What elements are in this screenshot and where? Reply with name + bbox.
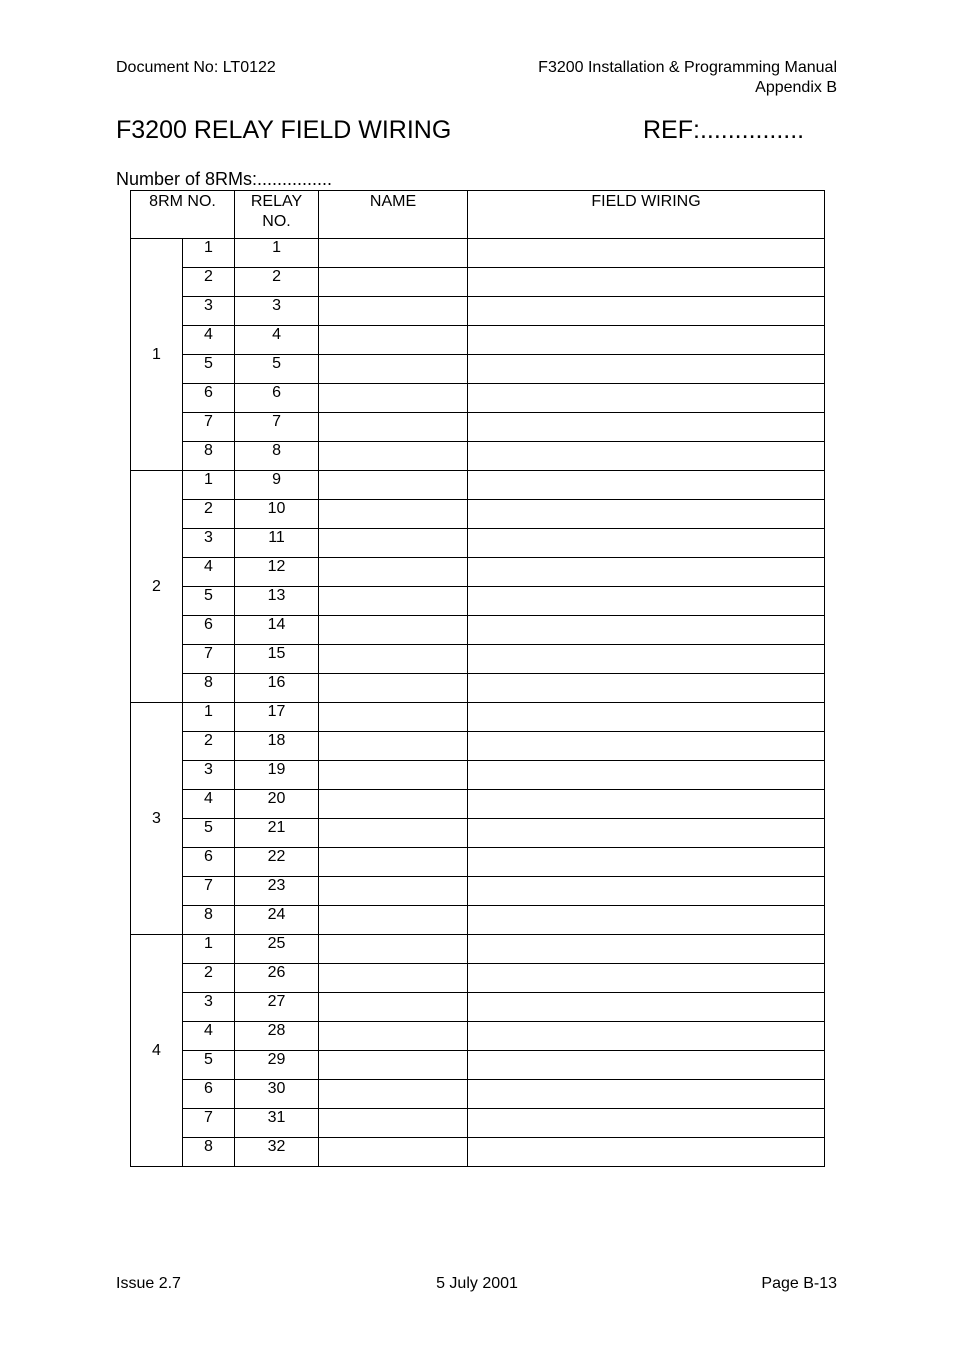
field-wiring-cell[interactable] [468,1138,825,1167]
relay-number-cell: 25 [235,935,319,964]
field-wiring-cell[interactable] [468,297,825,326]
table-row [131,500,825,529]
relay-number-cell: 5 [235,355,319,384]
table-row [131,442,825,471]
table-row [131,1080,825,1109]
relay-number-cell: 3 [235,297,319,326]
name-cell[interactable] [319,703,468,732]
appendix-label: Appendix B [755,79,837,96]
module-relay-index-cell: 6 [183,616,235,645]
header-name: NAME [319,191,468,239]
module-relay-index-cell: 1 [183,471,235,500]
name-cell[interactable] [319,297,468,326]
module-relay-index-cell: 6 [183,1080,235,1109]
name-cell[interactable] [319,500,468,529]
page-number: Page B-13 [761,1275,837,1292]
relay-number-cell: 31 [235,1109,319,1138]
number-of-8rms-field: Number of 8RMs:............... [116,169,333,189]
relay-number-cell: 9 [235,471,319,500]
relay-number-cell: 2 [235,268,319,297]
field-wiring-cell[interactable] [468,471,825,500]
field-wiring-cell[interactable] [468,877,825,906]
module-relay-index-cell: 7 [183,1109,235,1138]
relay-number-cell: 6 [235,384,319,413]
field-wiring-cell[interactable] [468,616,825,645]
relay-number-cell: 11 [235,529,319,558]
name-cell[interactable] [319,645,468,674]
table-row [131,558,825,587]
table-row [131,732,825,761]
table-row [131,529,825,558]
table-row [131,1022,825,1051]
issue-number: Issue 2.7 [116,1275,181,1292]
field-wiring-cell[interactable] [468,703,825,732]
module-relay-index-cell: 3 [183,993,235,1022]
name-cell[interactable] [319,442,468,471]
field-wiring-cell[interactable] [468,906,825,935]
module-relay-index-cell: 4 [183,558,235,587]
module-relay-index-cell: 4 [183,326,235,355]
relay-number-cell: 16 [235,674,319,703]
header-8rm-no: 8RM NO. [131,191,235,239]
relay-number-cell: 8 [235,442,319,471]
relay-number-cell: 22 [235,848,319,877]
module-relay-index-cell: 6 [183,848,235,877]
name-cell[interactable] [319,732,468,761]
table-row [131,1051,825,1080]
module-relay-index-cell: 3 [183,529,235,558]
relay-number-cell: 26 [235,964,319,993]
relay-number-cell: 7 [235,413,319,442]
field-wiring-cell[interactable] [468,529,825,558]
module-relay-index-cell: 1 [183,703,235,732]
relay-number-cell: 21 [235,819,319,848]
relay-number-cell: 32 [235,1138,319,1167]
table-row [131,268,825,297]
table-row [131,413,825,442]
relay-number-cell: 18 [235,732,319,761]
name-cell[interactable] [319,1109,468,1138]
name-cell[interactable] [319,848,468,877]
table-row [131,964,825,993]
relay-number-cell: 17 [235,703,319,732]
name-cell[interactable] [319,384,468,413]
table-row [131,848,825,877]
module-relay-index-cell: 5 [183,819,235,848]
manual-title: F3200 Installation & Programming Manual [538,59,837,76]
table-row [131,616,825,645]
module-relay-index-cell: 8 [183,442,235,471]
module-relay-index-cell: 3 [183,297,235,326]
module-relay-index-cell: 5 [183,355,235,384]
relay-number-cell: 20 [235,790,319,819]
table-row [131,326,825,355]
name-cell[interactable] [319,239,468,268]
name-cell[interactable] [319,1080,468,1109]
field-wiring-cell[interactable] [468,268,825,297]
field-wiring-cell[interactable] [468,761,825,790]
name-cell[interactable] [319,529,468,558]
table-row [131,384,825,413]
name-cell[interactable] [319,1051,468,1080]
relay-number-cell: 24 [235,906,319,935]
relay-number-cell: 29 [235,1051,319,1080]
relay-number-cell: 4 [235,326,319,355]
table-row [131,819,825,848]
relay-number-cell: 23 [235,877,319,906]
table-row [131,935,825,964]
field-wiring-cell[interactable] [468,355,825,384]
field-wiring-cell[interactable] [468,1109,825,1138]
module-number-cell: 2 [131,471,183,703]
field-wiring-cell[interactable] [468,500,825,529]
issue-date: 5 July 2001 [436,1275,518,1292]
field-wiring-cell[interactable] [468,326,825,355]
module-relay-index-cell: 4 [183,790,235,819]
table-row [131,703,825,732]
module-relay-index-cell: 1 [183,239,235,268]
field-wiring-cell[interactable] [468,442,825,471]
name-cell[interactable] [319,355,468,384]
header-relay-no: RELAY NO. [235,191,319,239]
module-relay-index-cell: 2 [183,732,235,761]
relay-number-cell: 15 [235,645,319,674]
field-wiring-cell[interactable] [468,1022,825,1051]
module-relay-index-cell: 6 [183,384,235,413]
relay-number-cell: 28 [235,1022,319,1051]
field-wiring-cell[interactable] [468,993,825,1022]
module-relay-index-cell: 7 [183,877,235,906]
module-relay-index-cell: 4 [183,1022,235,1051]
name-cell[interactable] [319,674,468,703]
module-relay-index-cell: 2 [183,500,235,529]
name-cell[interactable] [319,471,468,500]
module-relay-index-cell: 2 [183,268,235,297]
name-cell[interactable] [319,413,468,442]
field-wiring-cell[interactable] [468,848,825,877]
module-relay-index-cell: 8 [183,1138,235,1167]
module-number-cell: 4 [131,935,183,1167]
field-wiring-cell[interactable] [468,1080,825,1109]
name-cell[interactable] [319,935,468,964]
relay-number-cell: 10 [235,500,319,529]
module-relay-index-cell: 5 [183,587,235,616]
module-relay-index-cell: 8 [183,906,235,935]
name-cell[interactable] [319,761,468,790]
module-relay-index-cell: 1 [183,935,235,964]
relay-number-cell: 1 [235,239,319,268]
table-row [131,355,825,384]
module-relay-index-cell: 8 [183,674,235,703]
table-row [131,239,825,268]
relay-wiring-table [130,190,825,1167]
field-wiring-cell[interactable] [468,819,825,848]
field-wiring-cell[interactable] [468,384,825,413]
table-row [131,297,825,326]
table-row [131,761,825,790]
name-cell[interactable] [319,993,468,1022]
field-wiring-cell[interactable] [468,964,825,993]
header-field-wiring: FIELD WIRING [468,191,825,239]
field-wiring-cell[interactable] [468,558,825,587]
module-relay-index-cell: 5 [183,1051,235,1080]
name-cell[interactable] [319,616,468,645]
module-relay-index-cell: 7 [183,413,235,442]
page-title: F3200 RELAY FIELD WIRING [116,116,452,144]
table-row [131,877,825,906]
name-cell[interactable] [319,1138,468,1167]
table-header-row [131,191,825,239]
table-row [131,1109,825,1138]
name-cell[interactable] [319,268,468,297]
relay-number-cell: 12 [235,558,319,587]
field-wiring-cell[interactable] [468,239,825,268]
field-wiring-cell[interactable] [468,1051,825,1080]
table-row [131,993,825,1022]
module-number-cell: 3 [131,703,183,935]
name-cell[interactable] [319,1022,468,1051]
table-row [131,906,825,935]
field-wiring-cell[interactable] [468,674,825,703]
ref-field: REF:............... [643,116,805,144]
table-row [131,587,825,616]
relay-number-cell: 30 [235,1080,319,1109]
table-row [131,471,825,500]
name-cell[interactable] [319,877,468,906]
module-relay-index-cell: 3 [183,761,235,790]
name-cell[interactable] [319,964,468,993]
name-cell[interactable] [319,906,468,935]
name-cell[interactable] [319,819,468,848]
module-relay-index-cell: 7 [183,645,235,674]
field-wiring-cell[interactable] [468,935,825,964]
relay-number-cell: 19 [235,761,319,790]
relay-number-cell: 14 [235,616,319,645]
name-cell[interactable] [319,326,468,355]
field-wiring-cell[interactable] [468,732,825,761]
module-number-cell: 1 [131,239,183,471]
module-relay-index-cell: 2 [183,964,235,993]
name-cell[interactable] [319,587,468,616]
field-wiring-cell[interactable] [468,790,825,819]
relay-number-cell: 27 [235,993,319,1022]
relay-number-cell: 13 [235,587,319,616]
table-row [131,645,825,674]
field-wiring-cell[interactable] [468,413,825,442]
field-wiring-cell[interactable] [468,587,825,616]
table-row [131,1138,825,1167]
document-number: Document No: LT0122 [116,59,276,76]
table-row [131,790,825,819]
table-row [131,674,825,703]
field-wiring-cell[interactable] [468,645,825,674]
name-cell[interactable] [319,790,468,819]
name-cell[interactable] [319,558,468,587]
